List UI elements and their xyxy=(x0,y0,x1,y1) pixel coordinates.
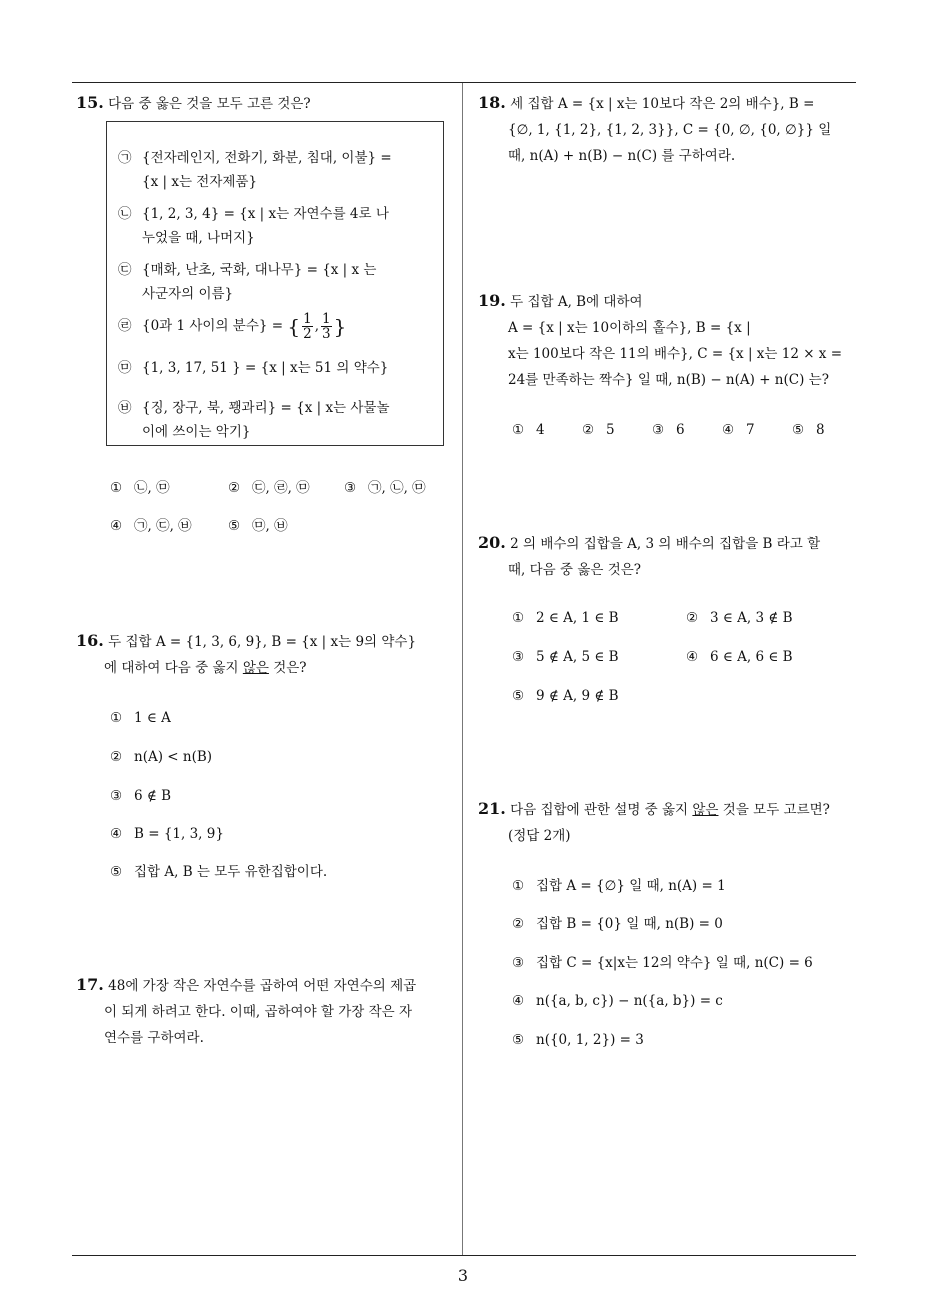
choice-marker: ① xyxy=(512,422,525,438)
statement-text: {매화, 난초, 국화, 대나무} = {x | x 는 xyxy=(142,262,377,278)
question-stem: 2 의 배수의 집합을 A, 3 의 배수의 집합을 B 라고 할 xyxy=(510,536,821,552)
choice-4[interactable] xyxy=(512,991,723,1011)
choice-text: ㉢, ㉣, ㉤ xyxy=(252,480,310,496)
question-number: 19. xyxy=(478,291,506,310)
column-divider xyxy=(462,83,463,1255)
question-stem-cont: 에 대하여 다음 중 옳지 xyxy=(104,660,243,676)
denominator: 2 xyxy=(303,326,312,342)
underlined-word: 않은 xyxy=(242,660,269,676)
choice-marker: ④ xyxy=(110,518,123,534)
choice-text: n({a, b, c}) − n({a, b}) = c xyxy=(536,993,723,1009)
choice-text: 집합 A = {∅} 일 때, n(A) = 1 xyxy=(536,878,726,894)
statement-text: {0과 1 사이의 분수} = xyxy=(142,318,284,334)
question-stem-end: 것은? xyxy=(268,660,307,676)
statement-item xyxy=(118,202,389,250)
question-stem: 세 집합 A = {x | x는 10보다 작은 2의 배수}, B = xyxy=(510,96,815,112)
choice-5[interactable] xyxy=(512,1030,644,1050)
brace-close: } xyxy=(333,314,347,339)
choice-2[interactable] xyxy=(110,747,212,767)
choice-marker: ⑤ xyxy=(512,1032,525,1048)
statement-text: {1, 2, 3, 4} = {x | x는 자연수를 4로 나 xyxy=(142,206,389,222)
question-21 xyxy=(478,796,830,849)
denominator: 3 xyxy=(322,326,331,342)
choice-1[interactable] xyxy=(512,608,619,628)
question-number: 15. xyxy=(76,93,104,112)
bottom-rule xyxy=(72,1255,856,1256)
choice-marker: ③ xyxy=(652,422,665,438)
underlined-word: 않은 xyxy=(692,802,719,818)
choice-marker: ③ xyxy=(512,649,525,665)
statement-marker: ㉢ xyxy=(118,262,132,278)
choice-marker: ① xyxy=(110,710,123,726)
question-number: 18. xyxy=(478,93,506,112)
statement-item xyxy=(118,258,376,306)
statement-text: {징, 장구, 북, 꽹과리} = {x | x는 사물놀 xyxy=(142,400,390,416)
choice-marker: ② xyxy=(582,422,595,438)
answer-count-note: (정답 2개) xyxy=(508,828,571,844)
question-18 xyxy=(478,90,831,169)
choice-1[interactable] xyxy=(512,420,545,440)
choice-marker: ④ xyxy=(110,826,123,842)
choice-marker: ① xyxy=(512,878,525,894)
numerator: 1 xyxy=(322,311,331,327)
choice-text: 9 ∉ A, 9 ∉ B xyxy=(536,688,619,704)
question-16 xyxy=(76,628,416,681)
choice-text: 8 xyxy=(816,422,825,438)
statement-marker: ㉡ xyxy=(118,206,132,222)
choice-marker: ② xyxy=(110,749,123,765)
statement-marker: ㉤ xyxy=(118,360,132,376)
statement-text: {1, 3, 17, 51 } = {x | x는 51 의 약수} xyxy=(142,360,389,376)
choice-marker: ② xyxy=(686,610,699,626)
statement-marker: ㉠ xyxy=(118,150,132,166)
top-rule xyxy=(72,82,856,83)
choice-3[interactable] xyxy=(512,647,619,667)
page-number: 3 xyxy=(457,1266,469,1285)
choice-marker: ③ xyxy=(512,955,525,971)
choice-text: 5 xyxy=(606,422,615,438)
choice-text: ㉠, ㉡, ㉤ xyxy=(368,480,426,496)
statement-item xyxy=(118,356,388,380)
choice-marker: ② xyxy=(512,916,525,932)
choice-2[interactable] xyxy=(512,914,723,934)
choice-marker: ④ xyxy=(722,422,735,438)
choice-marker: ① xyxy=(512,610,525,626)
question-stem: 다음 집합에 관한 설명 중 옳지 xyxy=(510,802,693,818)
choice-marker: ② xyxy=(228,480,241,496)
question-stem-cont: A = {x | x는 10이하의 홀수}, B = {x | xyxy=(508,320,751,336)
question-stem: 다음 중 옳은 것을 모두 고른 것은? xyxy=(108,96,311,112)
statement-text-cont: 사군자의 이름} xyxy=(142,286,234,302)
choice-marker: ③ xyxy=(344,480,357,496)
choice-text: ㉡, ㉤ xyxy=(134,480,170,496)
choice-text: ㉤, ㉥ xyxy=(252,518,288,534)
question-stem-end: 연수를 구하여라. xyxy=(104,1030,204,1046)
choice-5[interactable] xyxy=(110,862,327,882)
statement-item xyxy=(118,146,392,194)
question-number: 16. xyxy=(76,631,104,650)
choice-text: ㉠, ㉢, ㉥ xyxy=(134,518,192,534)
choice-3[interactable] xyxy=(512,953,813,973)
question-19 xyxy=(478,288,842,393)
choice-2[interactable] xyxy=(582,420,615,440)
choice-3[interactable] xyxy=(652,420,685,440)
choice-marker: ③ xyxy=(110,788,123,804)
choice-text: 6 ∈ A, 6 ∈ B xyxy=(710,649,793,665)
choice-4[interactable] xyxy=(110,516,192,536)
fraction-half xyxy=(302,312,313,341)
choice-1[interactable] xyxy=(110,708,171,728)
statement-item xyxy=(118,396,390,444)
choice-5[interactable] xyxy=(512,686,619,706)
choice-text: 4 xyxy=(536,422,545,438)
choice-marker: ⑤ xyxy=(228,518,241,534)
choice-2[interactable] xyxy=(228,478,310,498)
choice-marker: ④ xyxy=(686,649,699,665)
choice-marker: ⑤ xyxy=(512,688,525,704)
choice-3[interactable] xyxy=(110,786,171,806)
choice-marker: ① xyxy=(110,480,123,496)
choice-text: 집합 C = {x|x는 12의 약수} 일 때, n(C) = 6 xyxy=(536,955,813,971)
choice-text: 집합 A, B 는 모두 유한집합이다. xyxy=(134,864,328,880)
statement-item: ㉣ {0과 1 사이의 분수} = { $\frac{1}{2}$ , $\frac{1}{3}$ } xyxy=(118,311,347,342)
statement-marker: ㉣ xyxy=(118,318,132,334)
choice-marker: ⑤ xyxy=(792,422,805,438)
statement-text-cont: {x | x는 전자제품} xyxy=(142,174,258,190)
choice-text: 6 ∉ B xyxy=(134,788,172,804)
choice-5[interactable] xyxy=(228,516,288,536)
choice-marker: ⑤ xyxy=(110,864,123,880)
brace-open: { xyxy=(287,314,301,339)
question-stem-end: 24를 만족하는 짝수} 일 때, n(B) − n(A) + n(C) 는? xyxy=(508,372,829,388)
choice-2[interactable] xyxy=(686,608,793,628)
numerator: 1 xyxy=(303,311,312,327)
question-stem-cont: x는 100보다 작은 11의 배수}, C = {x | x는 12 × x = xyxy=(508,346,843,362)
choice-text: 3 ∈ A, 3 ∉ B xyxy=(710,610,793,626)
choice-1[interactable] xyxy=(512,876,726,896)
choice-5[interactable] xyxy=(792,420,825,440)
choice-3[interactable] xyxy=(344,478,426,498)
statement-text-cont: 누었을 때, 나머지} xyxy=(142,230,255,246)
question-stem-end: 것을 모두 고르면? xyxy=(718,802,830,818)
question-stem-end: 때, 다음 중 옳은 것은? xyxy=(508,562,642,578)
statement-text-cont: 이에 쓰이는 악기} xyxy=(142,424,251,440)
choice-1[interactable] xyxy=(110,478,170,498)
choice-text: 집합 B = {0} 일 때, n(B) = 0 xyxy=(536,916,723,932)
question-stem: 두 집합 A, B에 대하여 xyxy=(510,294,643,310)
choice-4[interactable] xyxy=(722,420,755,440)
choice-text: 2 ∈ A, 1 ∈ B xyxy=(536,610,619,626)
question-stem-cont: {∅, 1, {1, 2}, {1, 2, 3}}, C = {0, ∅, {0, ∅}} 일 xyxy=(508,122,832,138)
fraction-third xyxy=(321,312,332,341)
question-stem-end: 때, n(A) + n(B) − n(C) 를 구하여라. xyxy=(508,148,736,164)
question-number: 17. xyxy=(76,975,104,994)
question-stem-cont: 이 되게 하려고 한다. 이때, 곱하여야 할 가장 작은 자 xyxy=(104,1004,413,1020)
choice-text: 7 xyxy=(746,422,755,438)
statement-text: {전자레인지, 전화기, 화분, 침대, 이불} = xyxy=(142,150,392,166)
choice-4[interactable] xyxy=(686,647,793,667)
choice-text: 6 xyxy=(676,422,685,438)
question-stem: 두 집합 A = {1, 3, 6, 9}, B = {x | x는 9의 약수} xyxy=(108,634,417,650)
question-number: 21. xyxy=(478,799,506,818)
question-15 xyxy=(76,90,311,117)
question-stem: 48에 가장 작은 자연수를 곱하여 어떤 자연수의 제곱 xyxy=(108,978,417,994)
choice-text: 5 ∉ A, 5 ∈ B xyxy=(536,649,619,665)
choice-text: n({0, 1, 2}) = 3 xyxy=(536,1032,644,1048)
choice-4[interactable] xyxy=(110,824,224,844)
question-17 xyxy=(76,972,416,1051)
question-number: 20. xyxy=(478,533,506,552)
choice-text: 1 ∈ A xyxy=(134,710,171,726)
choice-marker: ④ xyxy=(512,993,525,1009)
statement-marker: ㉥ xyxy=(118,400,132,416)
choice-text: B = {1, 3, 9} xyxy=(134,826,224,842)
question-20 xyxy=(478,530,820,583)
choice-text: n(A) < n(B) xyxy=(134,749,213,765)
